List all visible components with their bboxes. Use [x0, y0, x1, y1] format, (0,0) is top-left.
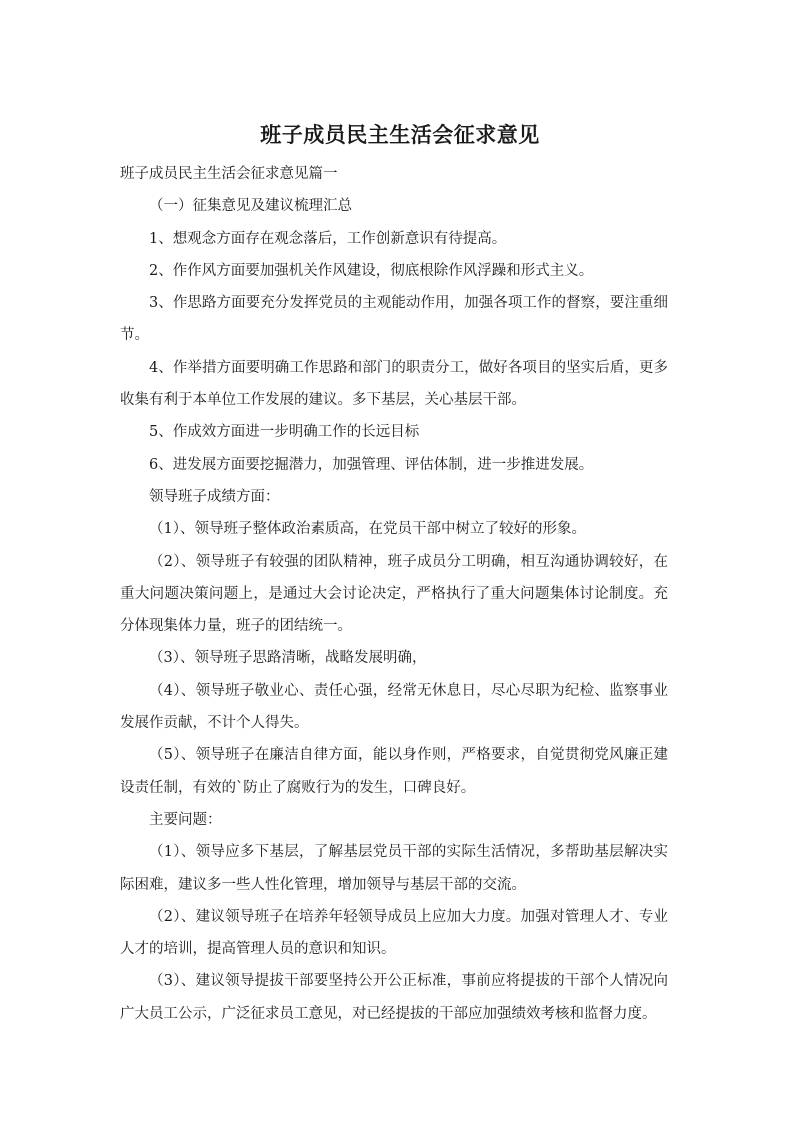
paragraph: （1）、领导应多下基层，了解基层党员干部的实际生活情况，多帮助基层解决实际困难，建议多一些人性化管理，增加领导与基层干部的交流。 — [120, 844, 668, 893]
document-title: 班子成员民主生活会征求意见 — [260, 123, 540, 147]
paragraph: （3）、建议领导提拔干部要坚持公开公正标准，事前应将提拔的干部个人情况向广大员工公示，广泛征求员工意见，对已经提拔的干部应加强绩效考核和监督力度。 — [120, 973, 668, 1022]
paragraph: 6、进发展方面要挖掘潜力，加强管理、评估体制，进一步推进发展。 — [149, 456, 594, 473]
paragraph: （2）、领导班子有较强的团队精神，班子成员分工明确，相互沟通协调较好，在重大问题决策问题上，是通过大会讨论决定，严格执行了重大问题集体讨论制度。充分体现集体力量，班子的团结统一。 — [120, 553, 668, 635]
subsection-heading: （一）征集意见及建议梳理汇总 — [149, 198, 352, 215]
paragraph: 5、作成效方面进一步明确工作的长远目标 — [149, 424, 420, 441]
paragraph: （2）、建议领导班子在培养年轻领导成员上应加大力度。加强对管理人才、专业人才的培训，提高管理人员的意识和知识。 — [120, 908, 668, 958]
paragraph: （3）、领导班子思路清晰，战略发展明确， — [149, 650, 427, 667]
paragraph: （1）、领导班子整体政治素质高，在党员干部中树立了较好的形象。 — [149, 521, 586, 538]
paragraph: （4）、领导班子敬业心、责任心强，经常无休息日，尽心尽职为纪检、监察事业发展作贡献，不计个人得失。 — [120, 682, 668, 732]
document-body — [120, 158, 668, 1030]
subheading-problems: 主要问题： — [149, 811, 222, 828]
paragraph: （5）、领导班子在廉洁自律方面，能以身作则，严格要求，自觉贯彻党风廉正建设责任制，有效的`防止了腐败行为的发生，口碑良好。 — [120, 747, 668, 796]
paragraph: 4、作举措方面要明确工作思路和部门的职责分工，做好各项目的坚实后盾，更多收集有利于本单位工作发展的建议。多下基层，关心基层干部。 — [120, 359, 668, 409]
section-heading: 班子成员民主生活会征求意见篇一 — [120, 166, 338, 182]
paragraph: 2、作作风方面要加强机关作风建设，彻底根除作风浮躁和形式主义。 — [149, 262, 594, 279]
paragraph: 1、想观念方面存在观念落后，工作创新意识有待提高。 — [149, 230, 507, 247]
subheading-achievements: 领导班子成绩方面： — [149, 488, 280, 505]
paragraph: 3、作思路方面要充分发挥党员的主观能动作用，加强各项工作的督察，要注重细节。 — [120, 295, 668, 344]
